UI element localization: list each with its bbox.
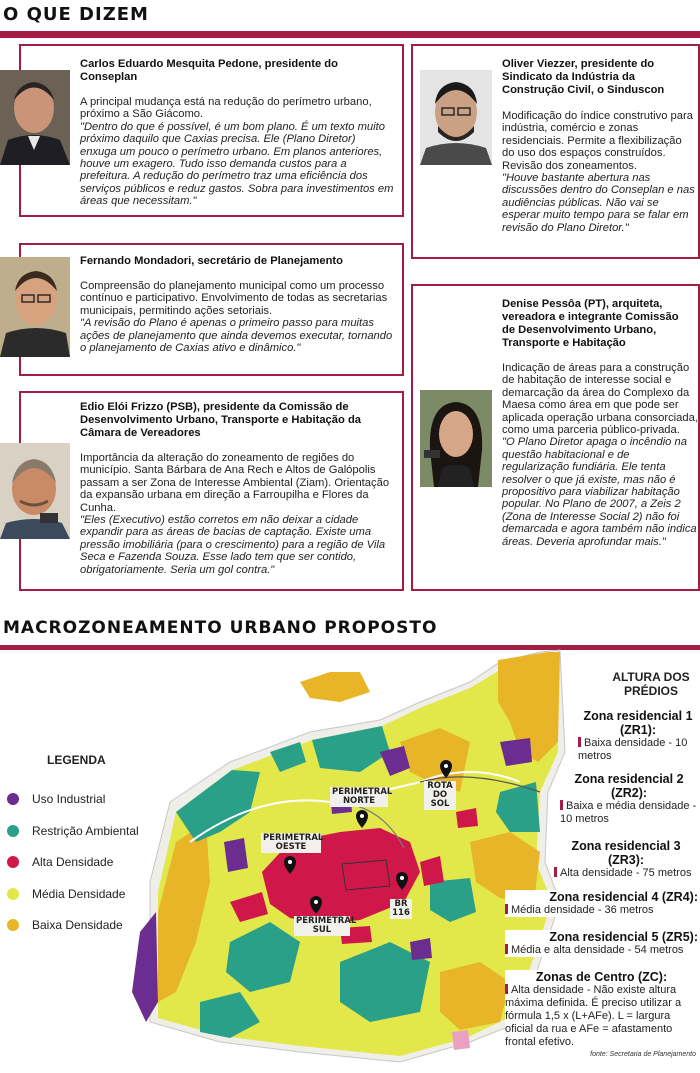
quote-author-pedone: Carlos Eduardo Mesquita Pedone, presidente do Conseplan <box>80 58 338 83</box>
quote-text-frizzo <box>80 452 400 576</box>
quote-author-viezzer: Oliver Viezzer, presidente do Sindicato da Indústria da Construção Civil, o Sinduscon <box>502 58 665 96</box>
zone-title: Zona residencial 2 (ZR2): <box>574 772 684 800</box>
portrait-pessoa <box>420 390 492 487</box>
legend-swatch <box>6 855 20 869</box>
quote-citation: "O Plano Diretor apaga o incêndio na questão habitacional e de regularização fundiária. Ele tenta resolver o que já existe, mas não é propositivo para viabilizar habitação popular. No Plano de 2007, a Zeis 2 (Zona de Interesse Social 2) não foi demarcada e agora também não indica áreas. Deveria aprofundar mais." <box>502 436 697 548</box>
legend-label: Alta Densidade <box>32 855 114 869</box>
legend-label: Uso Industrial <box>32 792 106 806</box>
quote-citation: "Eles (Executivo) estão corretos em não deixar a cidade expandir para as áreas de bacias de captação. Existe uma pressão imobiliária (para o crescimento) para a região de Vila Seca e Fazenda Souza. Esse lado tem que ser contido, obrigatoriamente. Seria um gol contra." <box>80 514 386 576</box>
quote-text-pedone <box>80 96 394 208</box>
zone-desc-text: Baixa densidade - 10 metros <box>578 737 688 762</box>
quote-text-viezzer <box>502 110 696 234</box>
quote-author-mondadori: Fernando Mondadori, secretário de Planejamento <box>80 255 343 267</box>
zone-zc <box>505 970 698 1049</box>
quote-citation: "Houve bastante abertura nas discussões dentro do Conseplan e nas audiências públicas. Não vai se esperar muito tempo para se falar em revisão do Plano Diretor." <box>502 172 695 234</box>
zone-title: Zona residencial 3 (ZR3): <box>571 839 681 867</box>
zone-title: Zona residencial 1 (ZR1): <box>583 709 693 737</box>
legend-swatch <box>6 792 20 806</box>
quote-intro: Compreensão do planejamento municipal como um processo contínuo e participativo. Envolvimento de todas as secretarias municipais, permitindo ações setoriais. <box>80 280 388 317</box>
zone-desc <box>505 944 698 957</box>
source-credit: fonte: Secretaria de Planejamento <box>590 1051 696 1058</box>
legend-item-alta-densidade <box>6 854 113 870</box>
section-title-o-que-dizem: O QUE DIZEM <box>3 4 149 25</box>
zone-title: Zona residencial 5 (ZR5): <box>549 930 698 944</box>
legend-swatch <box>6 824 20 838</box>
quote-text-pessoa <box>502 362 698 548</box>
quote-text-mondadori <box>80 280 394 354</box>
zone-marker <box>505 944 508 954</box>
map-label-perimetral-norte: PERIMETRAL NORTE <box>332 787 393 806</box>
quote-author-pessoa: Denise Pessôa (PT), arquiteta, vereadora e integrante Comissão de Desenvolvimento Urbano, Transporte e Habitação <box>502 298 679 349</box>
zone-desc-text: Média e alta densidade - 54 metros <box>511 944 684 956</box>
zone-zr1 <box>578 709 698 763</box>
quote-intro: Importância da alteração do zoneamento de regiões do município. Santa Bárbara de Ana Rech e Altos de Galópolis passam a ser Zona de Interesse Ambiental (Ziam). Orientação da expansão urbana em direção a Farroupilha e Flores da Cunha. <box>80 452 390 514</box>
zone-desc-text: Baixa e média densidade - 10 metros <box>560 800 697 825</box>
legend-item-uso-industrial <box>6 791 105 807</box>
zone-desc-text: Média densidade - 36 metros <box>511 904 654 916</box>
legend-item-restricao-ambiental <box>6 823 139 839</box>
quote-author-frizzo: Edio Elói Frizzo (PSB), presidente da Comissão de Desenvolvimento Urbano, Transporte e Habitação da Câmara de Vereadores <box>80 401 362 439</box>
portrait-frizzo <box>0 443 70 539</box>
quote-intro: Indicação de áreas para a construção de habitação de interesse social e demarcação da área do Complexo da Maesa como área em que pode ser aplicada operação urbana consorciada, como uma parceria público-privada. <box>502 362 698 437</box>
zone-zr5 <box>505 930 698 957</box>
quote-intro: Modificação do índice construtivo para indústria, comércio e zonas residenciais. Permite a flexibilização do uso dos espaços construídos. Revisão dos zoneamentos. <box>502 110 693 172</box>
section-title-macrozoneamento: MACROZONEAMENTO URBANO PROPOSTO <box>3 618 438 638</box>
zone-zr2 <box>560 772 698 826</box>
zone-marker <box>578 737 581 747</box>
legend-title: LEGENDA <box>47 753 106 767</box>
legend-label: Média Densidade <box>32 887 126 901</box>
portrait-pedone <box>0 70 70 165</box>
zone-desc <box>505 984 698 1049</box>
legend-swatch <box>6 887 20 901</box>
map-label-br116: BR 116 <box>390 899 412 919</box>
legend-label: Baixa Densidade <box>32 918 123 932</box>
zone-desc <box>554 867 698 880</box>
zone-zr4 <box>505 890 698 917</box>
zone-desc <box>560 800 698 826</box>
legend-item-media-densidade <box>6 886 125 902</box>
zone-zr3 <box>554 839 698 880</box>
legend-label: Restrição Ambiental <box>32 824 139 838</box>
portrait-viezzer <box>420 70 492 165</box>
zone-marker <box>505 904 508 914</box>
quote-citation: "A revisão do Plano é apenas o primeiro passo para muitas ações de planejamento que ainda devemos executar, tornando o planejamento de Caxias ativo e dinâmico." <box>80 317 393 355</box>
quote-citation: "Dentro do que é possível, é um bom plano. É um texto muito próximo daquilo que Caxias precisa. Ele (Plano Diretor) enxuga um pouco o perímetro urbano. Em planos anteriores, houve um exagero. Tudo isso demanda custos para a prefeitura. A redução do perímetro traz uma eficiência dos serviços públicos e reduz gastos. Sobra para investimentos em áreas que necessitam." <box>80 120 394 208</box>
legend-item-baixa-densidade <box>6 917 123 933</box>
heights-title: ALTURA DOS PRÉDIOS <box>612 670 690 698</box>
section-divider <box>0 31 700 38</box>
zone-marker <box>505 984 508 994</box>
zone-marker <box>560 800 563 810</box>
zone-desc <box>578 737 698 763</box>
map-label-perimetral-oeste: PERIMETRAL OESTE <box>263 833 324 852</box>
portrait-mondadori <box>0 257 70 357</box>
map-label-perimetral-sul: PERIMETRAL SUL <box>296 916 357 935</box>
zone-desc-text: Alta densidade - 75 metros <box>560 867 692 879</box>
legend-swatch <box>6 918 20 932</box>
quote-intro: A principal mudança está na redução do perímetro urbano, próximo a São Giácomo. <box>80 96 372 121</box>
zone-title: Zona residencial 4 (ZR4): <box>549 890 698 904</box>
map-label-rota-do-sol: ROTA DO SOL <box>424 781 456 810</box>
zone-title: Zonas de Centro (ZC): <box>535 970 668 984</box>
zone-marker <box>554 867 557 877</box>
zone-desc <box>505 904 698 917</box>
zone-desc-text: Alta densidade - Não existe altura máxima definida. É preciso utilizar a fórmula 1,5 x (L+AFe). L = largura oficial da rua e AFe = afastamento frontal efetivo. <box>505 984 682 1048</box>
